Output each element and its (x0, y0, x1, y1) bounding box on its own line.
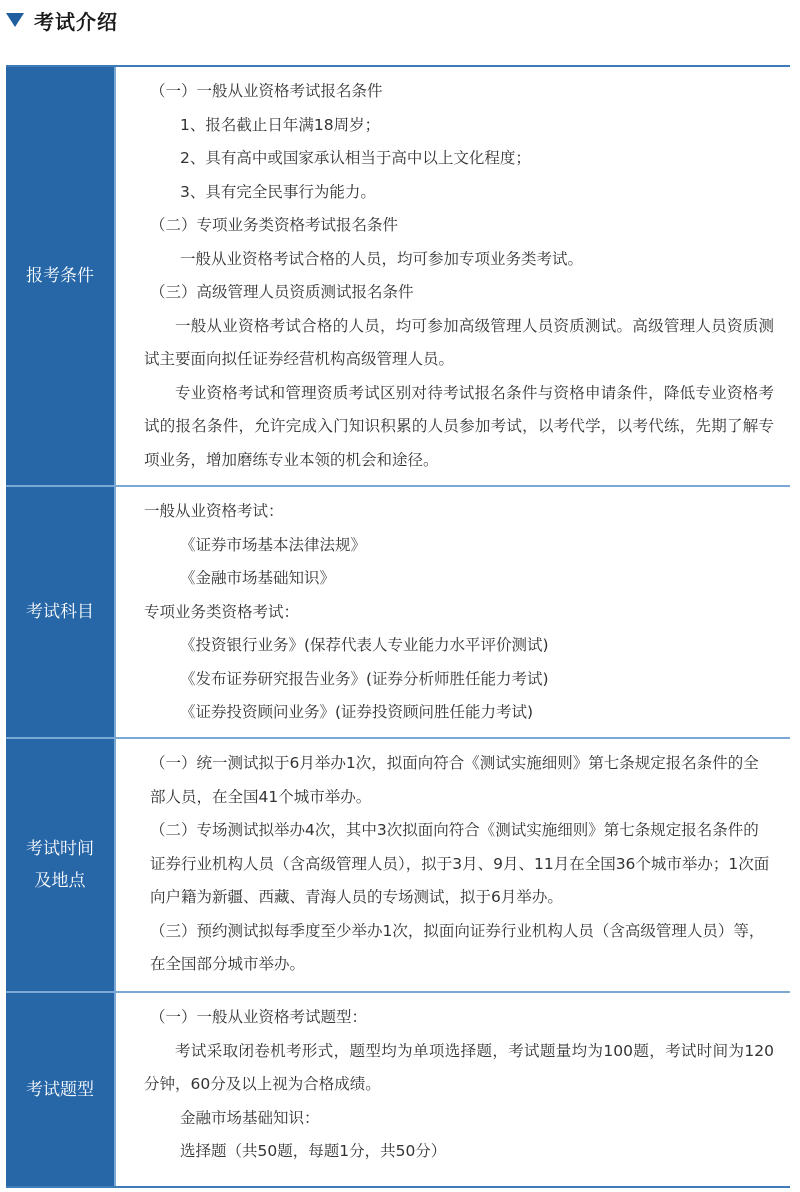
subheading: 一般从业资格考试： (144, 502, 284, 520)
subheading: （三）高级管理人员资质测试报名条件 (150, 283, 414, 301)
section-content (116, 993, 790, 1186)
paragraph: 考试采取闭卷机考形式，题型均为单项选择题，考试题量均为100题，考试时间为120分钟，60分及以上视为合格成绩。 (144, 1041, 774, 1093)
paragraph: （三）预约测试拟每季度至少举办1次，拟面向证券行业机构人员（含高级管理人员）等，在全国部分城市举办。 (150, 921, 765, 973)
list-item: 3、具有完全民事行为能力。 (180, 182, 376, 201)
section-subjects (6, 487, 790, 739)
text-line: 选择题（共50题，每题1分，共50分） (180, 1142, 447, 1160)
section-question-types (6, 993, 790, 1186)
section-label: 考试科目 (6, 487, 116, 737)
page-title: 考试介绍 (34, 9, 118, 34)
text-line: 金融市场基础知识： (180, 1108, 320, 1127)
label-line: 考试时间 (26, 839, 94, 859)
list-item: 《金融市场基础知识》 (180, 569, 336, 587)
section-content (116, 739, 790, 991)
section-registration (6, 67, 790, 487)
page-header (4, 0, 118, 40)
section-content (116, 487, 790, 737)
subheading: （二）专项业务类资格考试报名条件 (150, 216, 399, 234)
text-line: 一般从业资格考试合格的人员，均可参加专项业务类考试。 (180, 249, 584, 268)
section-content (116, 67, 790, 485)
paragraph: （二）专场测试拟举办4次，其中3次拟面向符合《测试实施细则》第七条规定报名条件的证券行业机构人员（含高级管理人员），拟于3月、9月、11月在全国36个城市举办；1次面向户籍为新疆、西藏、青海人员的专场测试，拟于6月举办。 (150, 821, 770, 906)
section-time-location (6, 739, 790, 993)
triangle-down-icon (6, 13, 24, 27)
paragraph: 专业资格考试和管理资质考试区别对待考试报名条件与资格申请条件，降低专业资格考试的报名条件，允许完成入门知识积累的人员参加考试，以考代学，以考代练，先期了解专项业务，增加磨练专业本领的机会和途径。 (144, 383, 774, 469)
subheading: （一）一般从业资格考试报名条件 (150, 82, 383, 100)
subheading: （一）一般从业资格考试题型： (150, 1008, 368, 1026)
list-item: 《发布证券研究报告业务》(证券分析师胜任能力考试) (180, 669, 549, 688)
section-label: 考试题型 (6, 993, 116, 1186)
exam-info-table (6, 65, 790, 1188)
paragraph: （一）统一测试拟于6月举办1次，拟面向符合《测试实施细则》第七条规定报名条件的全部人员，在全国41个城市举办。 (150, 754, 759, 806)
list-item: 1、报名截止日年满18周岁； (180, 115, 381, 134)
list-item: 2、具有高中或国家承认相当于高中以上文化程度； (180, 149, 531, 167)
subheading: 专项业务类资格考试： (144, 602, 300, 621)
section-label: 报考条件 (6, 67, 116, 485)
section-label (6, 739, 116, 991)
list-item: 《证券市场基本法律法规》 (180, 535, 367, 554)
paragraph: 一般从业资格考试合格的人员，均可参加高级管理人员资质测试。高级管理人员资质测试主要面向拟任证券经营机构高级管理人员。 (144, 316, 774, 368)
list-item: 《投资银行业务》(保荐代表人专业能力水平评价测试) (180, 636, 549, 654)
list-item: 《证券投资顾问业务》(证券投资顾问胜任能力考试) (180, 703, 534, 721)
label-line: 及地点 (34, 871, 86, 891)
